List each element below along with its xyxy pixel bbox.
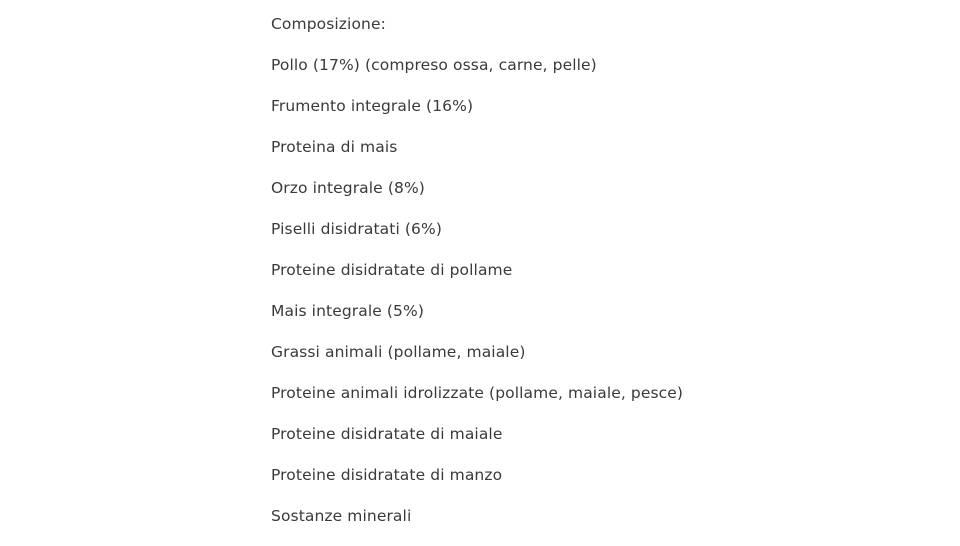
ingredient-item: Sostanze minerali bbox=[271, 507, 412, 525]
ingredient-item: Mais integrale (5%) bbox=[271, 302, 424, 320]
ingredient-item: Frumento integrale (16%) bbox=[271, 97, 474, 115]
ingredient-item: Proteina di mais bbox=[271, 138, 398, 156]
ingredient-item: Piselli disidratati (6%) bbox=[271, 220, 442, 238]
ingredient-item: Proteine disidratate di manzo bbox=[271, 466, 503, 484]
composition-heading: Composizione: bbox=[271, 15, 386, 33]
composition-section bbox=[271, 13, 831, 546]
ingredient-item: Orzo integrale (8%) bbox=[271, 179, 425, 197]
ingredient-item: Proteine animali idrolizzate (pollame, maiale, pesce) bbox=[271, 384, 684, 402]
ingredient-item: Proteine disidratate di pollame bbox=[271, 261, 513, 279]
ingredient-item: Proteine disidratate di maiale bbox=[271, 425, 503, 443]
ingredient-item: Grassi animali (pollame, maiale) bbox=[271, 343, 526, 361]
ingredient-item: Pollo (17%) (compreso ossa, carne, pelle) bbox=[271, 56, 597, 74]
